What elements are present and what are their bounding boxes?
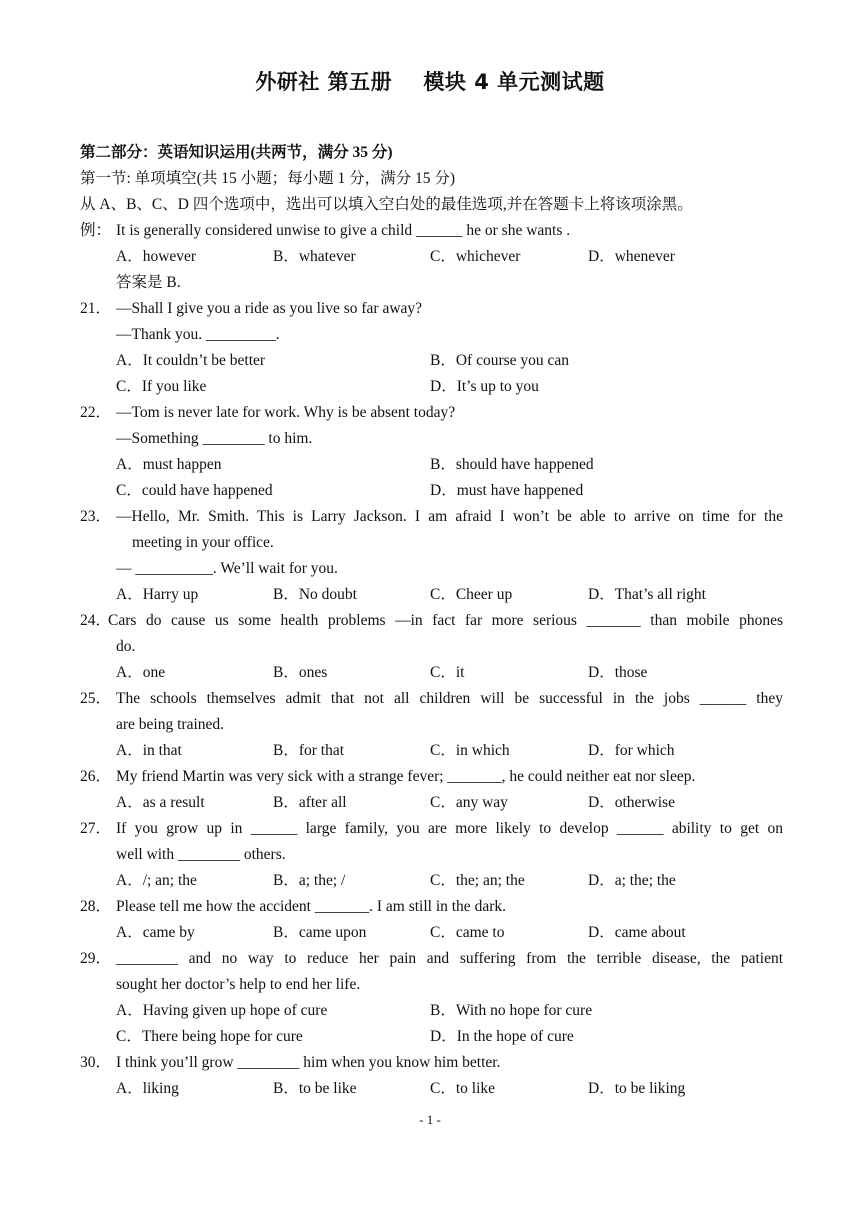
question-number: 29． bbox=[80, 950, 112, 967]
options-row bbox=[80, 998, 783, 1024]
options-row bbox=[80, 348, 783, 374]
option-d: D．must have happened bbox=[430, 482, 584, 499]
option-b: B．after all bbox=[273, 794, 347, 811]
question-text-cont: — __________. We’ll wait for you. bbox=[116, 560, 338, 577]
options-row bbox=[80, 920, 783, 946]
question-25 bbox=[80, 686, 783, 712]
question-number: 26． bbox=[80, 768, 112, 785]
option-b: B．for that bbox=[273, 742, 345, 759]
option-a: A．however bbox=[116, 248, 197, 265]
options-row bbox=[80, 738, 783, 764]
options-row bbox=[80, 868, 783, 894]
example-options bbox=[80, 244, 783, 270]
option-c: C．could have happened bbox=[116, 482, 273, 499]
page-number: - 1 - bbox=[419, 1112, 441, 1127]
question-text-cont: are being trained. bbox=[116, 716, 225, 733]
example-question bbox=[80, 218, 783, 244]
question-text: If you grow up in ______ large family, you are more likely to develop ______ ability to get on bbox=[116, 820, 783, 837]
question-number: 24． bbox=[80, 612, 112, 629]
option-c: C．whichever bbox=[430, 248, 521, 265]
question-text: My friend Martin was very sick with a strange fever; _______, he could neither eat nor sleep. bbox=[116, 768, 696, 785]
question-text: Please tell me how the accident _______. I am still in the dark. bbox=[116, 898, 506, 915]
options-row bbox=[80, 790, 783, 816]
option-b: B．ones bbox=[273, 664, 328, 681]
question-text: Cars do cause us some health problems —in fact far more serious _______ than mobile phones bbox=[108, 612, 783, 629]
option-b: B．Of course you can bbox=[430, 352, 570, 369]
option-d: D．those bbox=[588, 664, 648, 681]
option-d: D．In the hope of cure bbox=[430, 1028, 574, 1045]
option-c: C．There being hope for cure bbox=[116, 1028, 303, 1045]
option-a: A．came by bbox=[116, 924, 195, 941]
options-row bbox=[80, 478, 783, 504]
option-b: B．whatever bbox=[273, 248, 356, 265]
options-row bbox=[80, 374, 783, 400]
question-text-cont: do. bbox=[116, 638, 136, 655]
question-text: —Hello, Mr. Smith. This is Larry Jackson. I am afraid I won’t be able to arrive on time for the bbox=[116, 508, 783, 525]
option-d: D．That’s all right bbox=[588, 586, 706, 603]
options-row bbox=[80, 1076, 783, 1102]
question-27 bbox=[80, 816, 783, 842]
question-number: 27． bbox=[80, 820, 112, 837]
option-a: A．It couldn’t be better bbox=[116, 352, 266, 369]
option-b: B．No doubt bbox=[273, 586, 357, 603]
option-a: A．as a result bbox=[116, 794, 205, 811]
option-c: C．came to bbox=[430, 924, 505, 941]
question-26 bbox=[80, 764, 783, 790]
option-c: C．the; an; the bbox=[430, 872, 525, 889]
question-22 bbox=[80, 400, 783, 426]
example-label: 例： bbox=[80, 222, 112, 239]
question-number: 23． bbox=[80, 508, 112, 525]
option-d: D．to be liking bbox=[588, 1080, 686, 1097]
exam-content bbox=[80, 140, 783, 1102]
question-24 bbox=[80, 608, 783, 634]
option-a: A．Having given up hope of cure bbox=[116, 1002, 328, 1019]
option-d: D．came about bbox=[588, 924, 686, 941]
question-number: 25． bbox=[80, 690, 112, 707]
question-text-cont: sought her doctor’s help to end her life. bbox=[116, 976, 361, 993]
example-text: It is generally considered unwise to give a child ______ he or she wants . bbox=[116, 222, 571, 239]
options-row bbox=[80, 582, 783, 608]
question-28 bbox=[80, 894, 783, 920]
question-text: —Shall I give you a ride as you live so far away? bbox=[116, 300, 423, 317]
question-text: ________ and no way to reduce her pain and suffering from the terrible disease, the patient bbox=[116, 950, 783, 967]
question-number: 22． bbox=[80, 404, 112, 421]
section-heading: 第一节: 单项填空(共 15 小题；每小题 1 分，满分 15 分) bbox=[80, 170, 456, 187]
example-answer: 答案是 B. bbox=[116, 274, 181, 291]
option-d: D．a; the; the bbox=[588, 872, 676, 889]
option-b: B．came upon bbox=[273, 924, 367, 941]
question-text-cont: —Something ________ to him. bbox=[116, 430, 313, 447]
question-23 bbox=[80, 504, 783, 530]
question-21 bbox=[80, 296, 783, 322]
question-text-cont: well with ________ others. bbox=[116, 846, 286, 863]
page-title: 外研社 第五册 模块 4 单元测试题 bbox=[255, 70, 605, 94]
question-29 bbox=[80, 946, 783, 972]
question-text: —Tom is never late for work. Why is be absent today? bbox=[116, 404, 456, 421]
option-a: A．/; an; the bbox=[116, 872, 197, 889]
option-b: B．a; the; / bbox=[273, 872, 346, 889]
option-b: B．With no hope for cure bbox=[430, 1002, 593, 1019]
option-a: A．Harry up bbox=[116, 586, 199, 603]
instruction-text: 从 A、B、C、D 四个选项中，选出可以填入空白处的最佳选项,并在答题卡上将该项涂黑。 bbox=[80, 196, 693, 213]
question-number: 30． bbox=[80, 1054, 112, 1071]
option-c: C．any way bbox=[430, 794, 508, 811]
option-c: C．in which bbox=[430, 742, 510, 759]
option-c: C．to like bbox=[430, 1080, 496, 1097]
option-c: C．it bbox=[430, 664, 465, 681]
option-a: A．in that bbox=[116, 742, 182, 759]
options-row bbox=[80, 660, 783, 686]
question-text-cont: meeting in your office. bbox=[132, 534, 274, 551]
options-row bbox=[80, 452, 783, 478]
option-d: D．whenever bbox=[588, 248, 675, 265]
option-c: C．If you like bbox=[116, 378, 207, 395]
option-b: B．to be like bbox=[273, 1080, 357, 1097]
option-d: D．for which bbox=[588, 742, 675, 759]
options-row bbox=[80, 1024, 783, 1050]
option-b: B．should have happened bbox=[430, 456, 594, 473]
question-text: I think you’ll grow ________ him when you know him better. bbox=[116, 1054, 501, 1071]
option-a: A．must happen bbox=[116, 456, 222, 473]
question-number: 28． bbox=[80, 898, 112, 915]
question-30 bbox=[80, 1050, 783, 1076]
question-text-cont: —Thank you. _________. bbox=[116, 326, 280, 343]
question-text: The schools themselves admit that not all children will be successful in the jobs ______ they bbox=[116, 690, 783, 707]
option-a: A．one bbox=[116, 664, 166, 681]
option-c: C．Cheer up bbox=[430, 586, 513, 603]
part-heading: 第二部分：英语知识运用(共两节，满分 35 分) bbox=[80, 144, 393, 161]
option-d: D．It’s up to you bbox=[430, 378, 539, 395]
question-number: 21． bbox=[80, 300, 112, 317]
option-a: A．liking bbox=[116, 1080, 179, 1097]
option-d: D．otherwise bbox=[588, 794, 675, 811]
